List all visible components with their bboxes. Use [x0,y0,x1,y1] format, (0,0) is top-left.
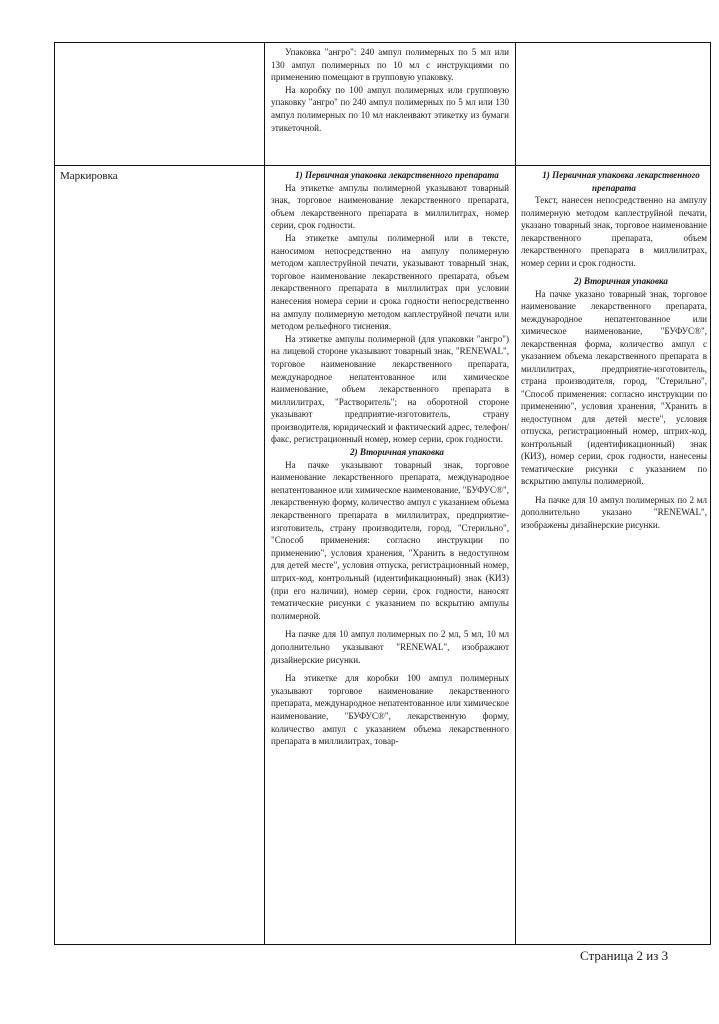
marking-requirements-cell [271,169,509,944]
page-number: Страница 2 из 3 [580,948,669,963]
row-divider [55,165,710,166]
right-paragraph-1: Текст, нанесен непосредственно на ампулу полимерную методом каплеструйной печати, указано товарный знак, торговое наименование лекарственного препарата, объем лекарственного препарата в миллилитрах, номер серии и срок годности. [521,195,707,268]
primary-packaging-heading: 1) Первичная упаковка лекарственного препарата [295,170,499,180]
middle-paragraph-1: На этикетке ампулы полимерной указывают товарный знак, торговое наименование лекарственного препарата, объем лекарственного препарата в миллилитрах, номер серии, срок годности. [271,182,509,231]
packaging-continuation-cell [271,46,509,164]
middle-paragraph-6: На этикетке для коробки 100 ампул полимерных указывают торговое наименование лекарственного препарата, международное непатентованное или химическое наименование, "БУФУС®", лекарственную форму, количество ампул с указанием объема лекарственного препарата в миллилитрах, товар- [271,673,509,747]
secondary-packaging-heading: 2) Вторичная упаковка [350,447,444,458]
right-primary-heading: 1) Первичная упаковка лекарственного препарата [542,170,700,193]
marking-actual-cell [521,169,707,944]
right-secondary-heading: 2) Вторичная упаковка [574,276,668,286]
continuation-paragraph-1: Упаковка "ангро": 240 ампул полимерных по 5 мл или 130 ампул полимерных по 10 мл с инструкциями по применению помещают в групповую упаковку. [271,47,509,83]
continuation-paragraph-2: На коробку по 100 ампул полимерных или групповую упаковку "ангро" по 240 ампул полимерных по 5 мл или 130 ампул полимерных по 10 мл наклеивают этикетку из бумаги этикеточной. [271,84,509,133]
middle-paragraph-3: На этикетке ампулы полимерной (для упаковки "ангро") на лицевой стороне указывают товарный знак, "RENEWAL", торговое наименование лекарственного препарата, международное непатентованное или химическое наименование, объем лекарственного препарата в миллилитрах, "Растворитель"; на оборотной стороне указывают предприятие-изготовитель, страну производителя, юридический и фактический адрес, телефон/факс, регистрационный номер, номер серии, срок годности. [271,333,509,445]
column-divider-2 [515,43,516,944]
right-paragraph-3: На пачке для 10 ампул полимерных по 2 мл дополнительно указано "RENEWAL", изображены дизайнерские рисунки. [521,494,707,530]
column-divider-1 [264,43,265,944]
document-table [54,42,711,945]
middle-paragraph-4: На пачке указывают товарный знак, торговое наименование лекарственного препарата, международное непатентованное или химическое наименование, "БУФУС®", лекарственную форму, количество ампул с указанием объема лекарственного препарата в миллилитрах, предприятие-изготовитель, страну производителя, город, "Стерильно", "Способ применения: согласно инструкции по применению", условия хранения, "Хранить в недоступном для детей месте", условия отпуска, регистрационный номер, штрих-код, контрольный (идентификационный) знак (КИЗ) (при его наличии), номер серии, срок годности, наносят тематические рисунки с указанием по вскрытию ампулы полимерной. [271,459,509,621]
middle-paragraph-5: На пачке для 10 ампул полимерных по 2 мл, 5 мл, 10 мл дополнительно указывают "RENEWAL", изображают дизайнерские рисунки. [271,629,509,665]
right-paragraph-2: На пачке указано товарный знак, торговое наименование лекарственного препарата, международное непатентованное или химическое наименование, "БУФУС®", лекарственная форма, количество ампул с указанием объема лекарственного препарата в миллилитрах, предприятие-изготовитель, страна производителя, город, "Стерильно", "Способ применения: согласно инструкции по применению", условия хранения, "Хранить в недоступном для детей месте", условия отпуска, регистрационный номер, штрих-код, контрольный (идентификационный) знак (КИЗ), номер серии, срок годности, нанесены тематические рисунки с указанием по вскрытию ампулы полимерной. [521,288,707,486]
middle-paragraph-2: На этикетке ампулы полимерной или в тексте, наносимом непосредственно на ампулу полимерную методом каплеструйной печати, указывают товарный знак, торговое наименование лекарственного препарата, объем лекарственного препарата в миллилитрах при условии нанесения номера серии и срока годности непосредственно на ампулу полимерную методом каплеструйной печати или методом рельефного тиснения. [271,232,509,332]
row-label-marking: Маркировка [60,170,118,182]
